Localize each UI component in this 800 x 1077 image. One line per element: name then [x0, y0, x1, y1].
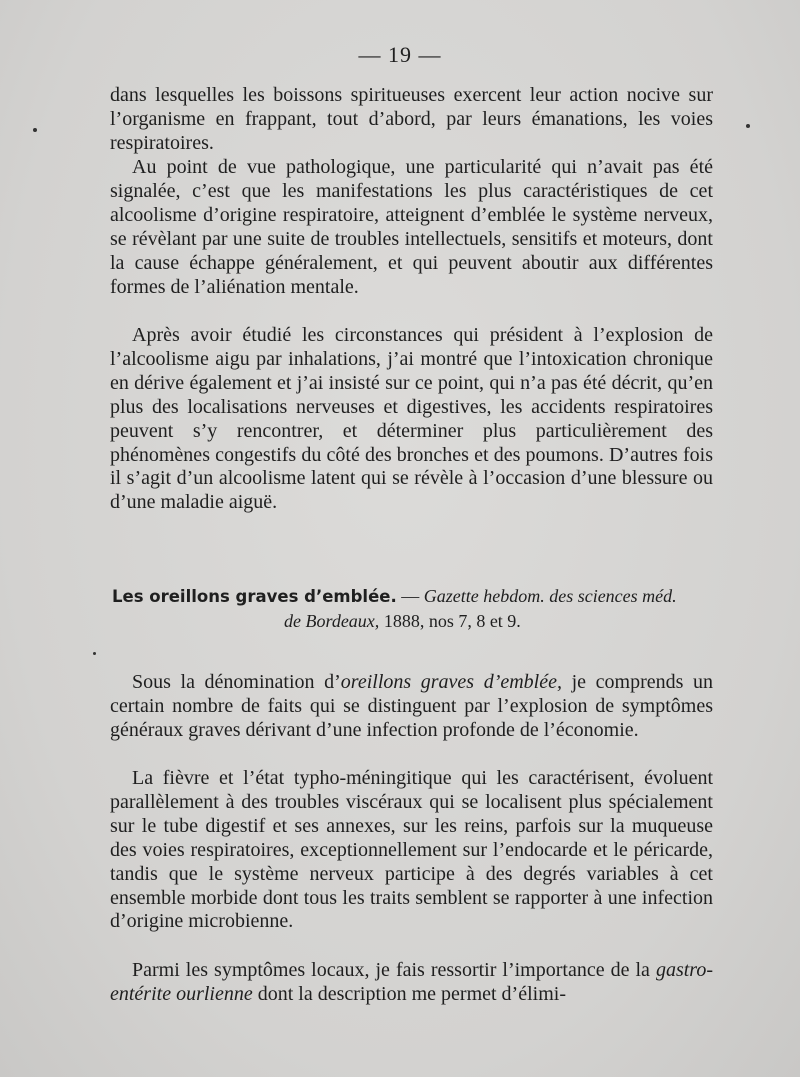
- section-title: Les oreillons graves d’emblée.: [112, 587, 397, 606]
- emphasis-term: oreillons graves d’emblée,: [340, 671, 562, 693]
- section-dash: —: [396, 586, 424, 606]
- paragraph-continuation: [110, 84, 713, 156]
- section-heading: [112, 584, 712, 633]
- paragraph-symptoms: [110, 767, 713, 934]
- page-number: — 19 —: [358, 42, 442, 67]
- emphasis-term: gastro-entérite ourlienne: [110, 959, 713, 1005]
- paragraph-text: dans lesquelles les boissons spiritueuses exercent leur action nocive sur l’organisme en frappant, tout d’abord, par leurs émanations, les voies respiratoires.: [110, 84, 713, 154]
- paragraph-text: Après avoir étudié les circonstances qui président à l’explosion de l’alcoolisme aigu par inhalations, j’ai montré que l’intoxication chronique en dérive également et j’ai insisté sur ce point, qui n’a pas été décrit, qu’en plus des localisations nerveuses et digestives, les accidents respiratoires peuvent s’y rencontrer, et déterminer plus particulièrement des phénomènes congestifs du côté des bronches et des poumons. D’autres fois il s’agit d’un alcoolisme latent qui se révèle à l’occasion d’une blessure ou d’une maladie aiguë.: [110, 324, 713, 514]
- paper-speck: [33, 128, 37, 132]
- source-details: 1888, nos 7, 8 et 9.: [379, 611, 521, 631]
- paragraph-text-end: dont la description me permet d’élimi-: [252, 982, 566, 1005]
- paragraph-text-start: Sous la dénomination d’: [132, 671, 341, 693]
- paper-speck: [746, 124, 750, 128]
- paper-speck: [93, 652, 96, 655]
- paragraph-local-symptoms: [110, 959, 713, 1007]
- paragraph-chronic-intoxication: [110, 324, 713, 515]
- paragraph-text-start: Parmi les symptômes locaux, je fais ressortir l’importance de la: [132, 959, 656, 981]
- source-line-2: [112, 609, 712, 633]
- paragraph-definition: [110, 671, 713, 743]
- paragraph-text: Au point de vue pathologique, une particularité qui n’avait pas été signalée, c’est que les manifestations les plus caractéristiques de cet alcoolisme d’origine respiratoire, atteignent d’emblée le système nerveux, se révèlant par une suite de troubles intellectuels, sensitifs et moteurs, dont la cause échappe généralement, et qui peuvent aboutir aux différentes formes de l’aliénation mentale.: [110, 156, 713, 298]
- paragraph-pathology: [110, 156, 713, 299]
- paragraph-text-end: je comprends un certain nombre de faits qui se distinguent par l’explosion de symptômes généraux graves dérivant d’une infection profonde de l’économie.: [110, 671, 714, 741]
- paragraph-text: La fièvre et l’état typho-méningitique qui les caractérisent, évoluent parallèlement à des troubles viscéraux qui se localisent plus spécialement sur le tube digestif et ses annexes, sur les reins, parfois sur la muqueuse des voies respiratoires, exceptionnellement sur l’endocarde et le péricarde, tandis que le système nerveux participe à des degrés variables à cet ensemble morbide dont tous les traits semblent se rapporter à une infection d’origine microbienne.: [110, 767, 713, 933]
- source-journal: Gazette hebdom. des sciences méd.: [423, 586, 677, 606]
- source-city: de Bordeaux,: [284, 611, 380, 631]
